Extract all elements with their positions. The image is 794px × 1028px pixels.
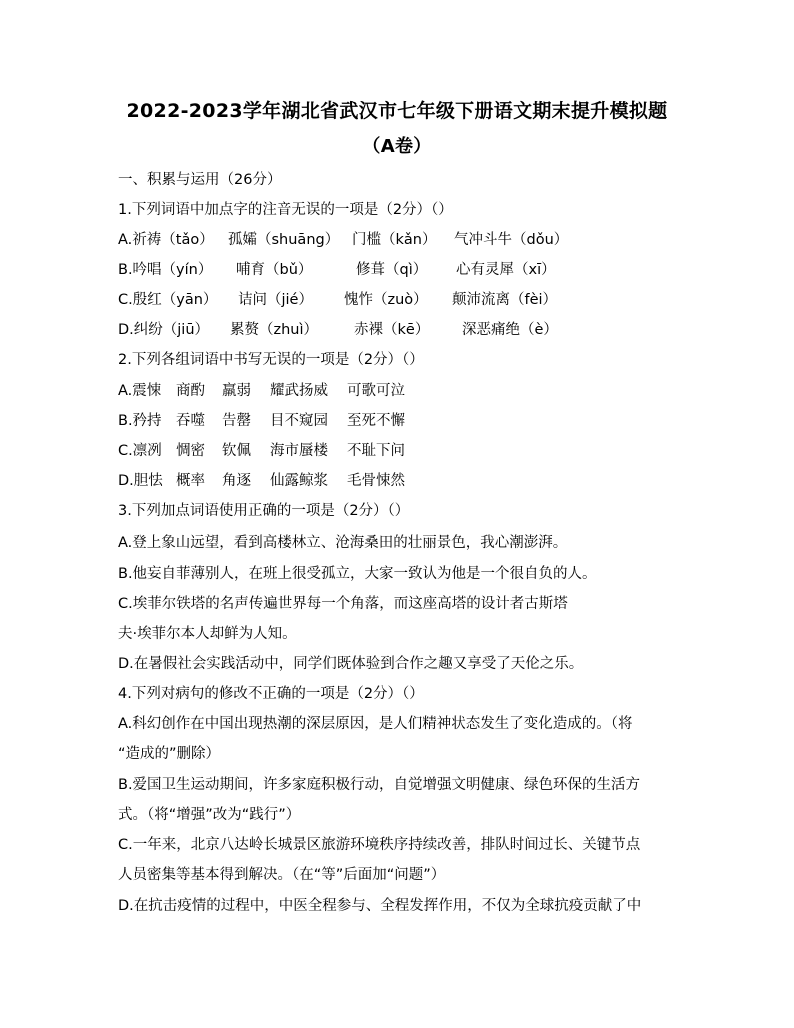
q4-line: 人员密集等基本得到解决。（在“等”后面加“问题”）: [118, 867, 446, 883]
option-item: 修葺（qì）: [356, 262, 428, 278]
option-item: 颠沛流离（fèi）: [452, 292, 558, 308]
q3-line: A.登上象山远望，看到高楼林立、沧海桑田的壮丽景色，我心潮澎湃。: [118, 535, 568, 551]
option-item: 吞噬: [176, 413, 205, 429]
option-item: 可歌可泣: [347, 383, 405, 399]
option-item: D.胆怯: [118, 473, 163, 489]
q4-line: D.在抗击疫情的过程中，中医全程参与、全程发挥作用，不仅为全球抗疫贡献了中: [118, 898, 642, 914]
option-item: 惆密: [176, 443, 205, 459]
q3-line: C.埃菲尔铁塔的名声传遍世界每一个角落，而这座高塔的设计者古斯塔: [118, 596, 568, 612]
option-item: 赤裸（kē）: [354, 322, 430, 338]
question-1-stem: 1.下列词语中加点字的注音无误的一项是（2分）（）: [118, 202, 453, 218]
option-item: C.凛冽: [118, 443, 162, 459]
option-item: 羸弱: [222, 383, 251, 399]
option-item: 心有灵犀（xī）: [456, 262, 556, 278]
option-item: 不耻下问: [347, 443, 405, 459]
q4-line: B.爱国卫生运动期间，许多家庭积极行动，自觉增强文明健康、绿色环保的生活方: [118, 777, 641, 793]
option-item: 气冲斗牛（dǒu）: [454, 232, 569, 248]
section-heading: 一、积累与运用（26分）: [118, 172, 282, 188]
q3-line: 夫·埃菲尔本人却鲜为人知。: [118, 626, 297, 642]
q3-line: D.在暑假社会实践活动中，同学们既体验到合作之趣又享受了天伦之乐。: [118, 656, 584, 672]
q3-line: B.他妄自菲薄别人，在班上很受孤立，大家一致认为他是一个很自负的人。: [118, 566, 597, 582]
option-item: 哺育（bǔ）: [236, 262, 313, 278]
option-item: 至死不懈: [347, 413, 405, 429]
option-item: 钦佩: [222, 443, 251, 459]
document-subtitle: （A卷）: [362, 136, 432, 157]
question-4-stem: 4.下列对病句的修改不正确的一项是（2分）（）: [118, 686, 424, 702]
q4-line: C.一年来，北京八达岭长城景区旅游环境秩序持续改善，排队时间过长、关键节点: [118, 837, 641, 853]
question-3-stem: 3.下列加点词语使用正确的一项是（2分）（）: [118, 503, 410, 519]
option-item: A.祈祷（tǎo）: [118, 232, 214, 248]
question-2-stem: 2.下列各组词语中书写无误的一项是（2分）（）: [118, 352, 424, 368]
q4-line: 式。（将“增强”改为“践行”）: [118, 807, 301, 823]
option-item: 目不窥园: [270, 413, 328, 429]
option-item: 耀武扬威: [270, 383, 328, 399]
option-item: B.吟唱（yín）: [118, 262, 213, 278]
option-item: A.震悚: [118, 383, 162, 399]
option-item: 深恶痛绝（è）: [462, 322, 558, 338]
option-item: B.矜持: [118, 413, 162, 429]
option-item: C.殷红（yān）: [118, 292, 218, 308]
q4-line: A.科幻创作在中国出现热潮的深层原因，是人们精神状态发生了变化造成的。（将: [118, 716, 633, 732]
option-item: 愧怍（zuò）: [344, 292, 428, 308]
document-title: 2022-2023学年湖北省武汉市七年级下册语文期末提升模拟题: [126, 100, 668, 122]
option-item: 仙露鲸浆: [270, 473, 328, 489]
option-item: 海市蜃楼: [270, 443, 328, 459]
option-item: 孤孀（shuāng）: [228, 232, 340, 248]
option-item: 角逐: [222, 473, 251, 489]
option-item: 诘问（jié）: [238, 292, 313, 308]
option-item: 告罄: [222, 413, 251, 429]
option-item: 商酌: [176, 383, 205, 399]
option-item: 毛骨悚然: [347, 473, 405, 489]
option-item: 概率: [176, 473, 205, 489]
option-item: D.纠纷（jiū）: [118, 322, 210, 338]
q4-line: “造成的”删除）: [118, 746, 221, 762]
option-item: 累赘（zhuì）: [230, 322, 319, 338]
option-item: 门槛（kǎn）: [352, 232, 437, 248]
